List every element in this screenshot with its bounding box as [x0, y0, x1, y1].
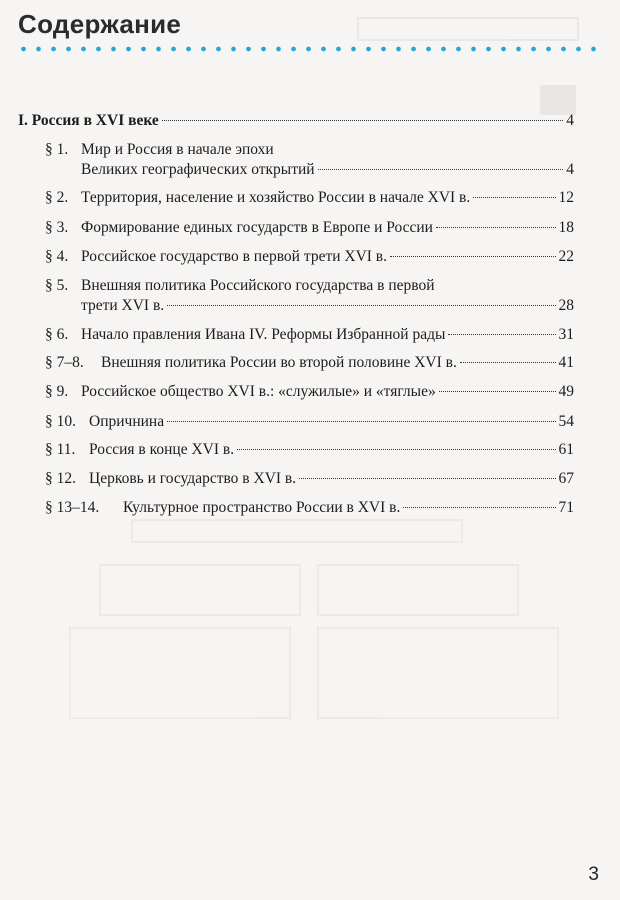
dot-leader — [439, 391, 556, 392]
page-ref: 28 — [558, 297, 574, 314]
page-ref: 61 — [558, 441, 574, 458]
section-number: § 1. — [45, 141, 69, 158]
section-number: § 6. — [45, 326, 69, 343]
dot-leader — [299, 478, 555, 479]
dot-leader — [448, 334, 555, 335]
dot-leader — [167, 305, 555, 306]
entry-title: Российское общество XVI в.: «служилые» и «тяглые» — [81, 383, 436, 400]
dot-leader — [162, 120, 563, 121]
entry-title: Формирование единых государств в Европе и России — [81, 219, 433, 236]
page-ref: 54 — [558, 413, 574, 430]
page-ref: 31 — [558, 326, 574, 343]
section-number: § 5. — [45, 277, 69, 294]
page-ref: 4 — [566, 112, 574, 129]
section-number: § 9. — [45, 383, 69, 400]
page-ref: 41 — [558, 354, 574, 371]
entry-title: Внешняя политика России во второй половине XVI в. — [101, 354, 457, 371]
entry-title: Территория, население и хозяйство России в начале XVI в. — [81, 189, 471, 206]
page-ref: 4 — [566, 161, 574, 178]
dot-leader — [237, 449, 555, 450]
entry-title-line2: Великих географических открытий — [81, 161, 315, 178]
section-number: § 3. — [45, 219, 69, 236]
page-ref: 71 — [558, 499, 574, 516]
dot-leader — [473, 197, 555, 198]
entry-title: Начало правления Ивана IV. Реформы Избранной рады — [81, 326, 446, 343]
section-number: § 13–14. — [45, 499, 100, 516]
section-number: § 4. — [45, 248, 69, 265]
entry-title: Россия в конце XVI в. — [89, 441, 235, 458]
entry-title: Российское государство в первой трети XVI в. — [81, 248, 388, 265]
page-ref: 49 — [558, 383, 574, 400]
page-ref: 12 — [558, 189, 574, 206]
section-number: § 2. — [45, 189, 69, 206]
section-number: § 11. — [45, 441, 76, 458]
section-number: § 12. — [45, 470, 76, 487]
part-title: I. Россия в XVI веке — [18, 112, 159, 129]
page-ref: 22 — [558, 248, 574, 265]
dot-leader — [403, 507, 555, 508]
page-ref: 67 — [558, 470, 574, 487]
dot-leader — [436, 227, 556, 228]
entry-title-line2: трети XVI в. — [81, 297, 165, 314]
dot-leader — [167, 421, 555, 422]
dot-leader — [390, 256, 555, 257]
dot-leader — [460, 362, 556, 363]
decorative-dotted-divider — [16, 46, 602, 52]
entry-title-line1: Внешняя политика Российского государства в первой — [81, 277, 435, 294]
page-number: 3 — [588, 864, 599, 885]
page-ref: 18 — [558, 219, 574, 236]
entry-title: Культурное пространство России в XVI в. — [123, 499, 401, 516]
section-number: § 7–8. — [45, 354, 84, 371]
dot-leader — [318, 169, 564, 170]
entry-title-line1: Мир и Россия в начале эпохи — [81, 141, 274, 158]
entry-title: Опричнина — [89, 413, 165, 430]
page-title: Содержание — [18, 9, 182, 39]
section-number: § 10. — [45, 413, 76, 430]
entry-title: Церковь и государство в XVI в. — [89, 470, 297, 487]
